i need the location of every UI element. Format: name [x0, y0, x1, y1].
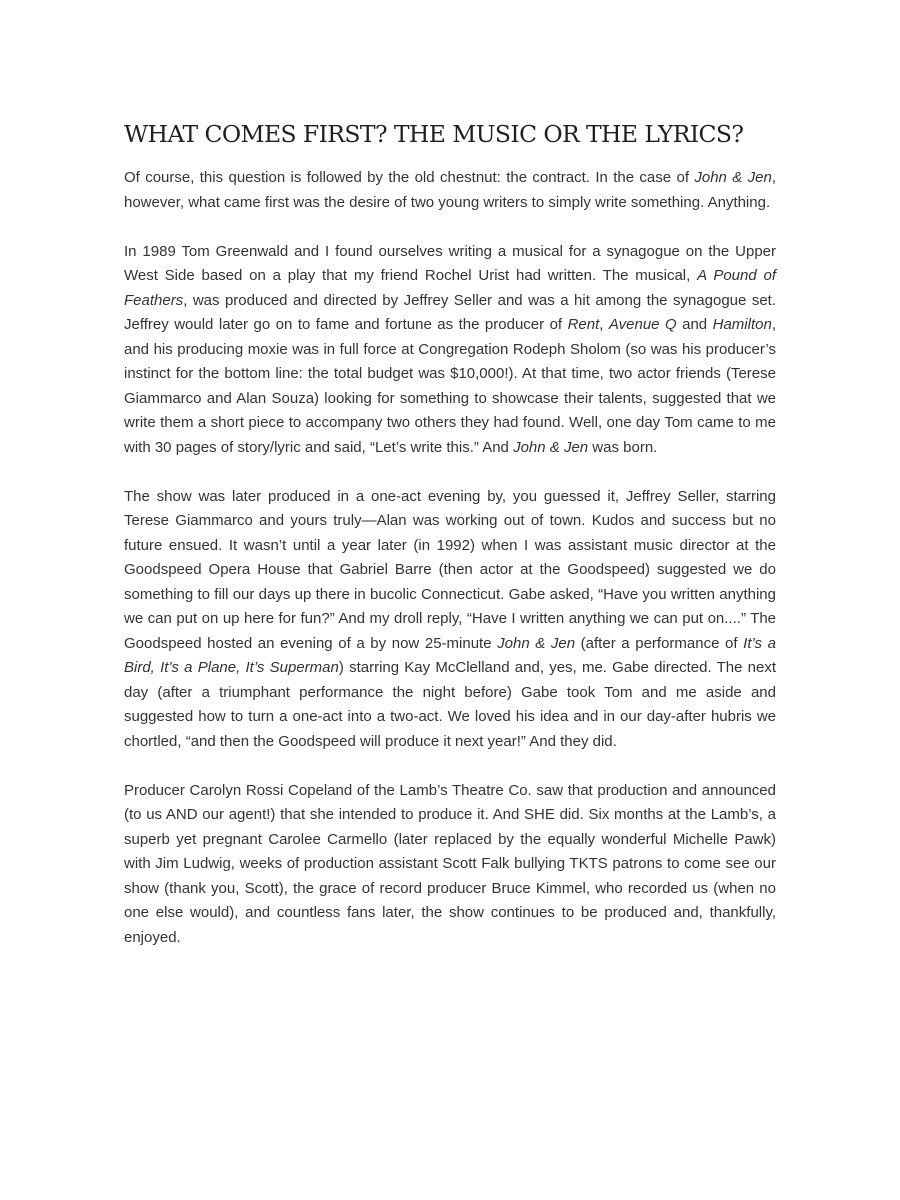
paragraph-1 [124, 166, 776, 215]
text-run: , and his producing moxie was in full force at Congregation Rodeph Sholom (so was his producer’s instinct for the bottom line: the total budget was $10,000!). At that time, two actor friends (Terese Giammarco and Alan Souza) looking for something to showcase their talents, suggested that we write them a short piece to accompany two others they had found. Well, one day Tom came to me with 30 pages of story/lyric and said, “Let’s write this.” And [124, 316, 776, 456]
paragraph-4 [124, 779, 776, 951]
text-run: was born. [588, 438, 658, 456]
text-run: In 1989 Tom Greenwald and I found ourselves writing a musical for a synagogue on the Upper West Side based on a play that my friend Rochel Urist had written. The musical, [124, 242, 776, 284]
text-run: Of course, this question is followed by the old chestnut: the contract. In the case of [124, 169, 695, 186]
text-run: , [599, 316, 609, 333]
italic-title: Hamilton [712, 316, 772, 333]
text-run: (after a performance of [575, 634, 744, 652]
italic-title: It’s a Bird, It’s a Plane, It’s Superman [124, 634, 776, 676]
text-run: , however, what came first was the desire of two young writers to simply write something. Anything. [124, 169, 777, 211]
italic-title: Avenue Q [608, 316, 677, 333]
italic-title: John & Jen [694, 169, 772, 186]
page-title: WHAT COMES FIRST? THE MUSIC OR THE LYRICS? [124, 120, 744, 148]
italic-title: John & Jen [497, 634, 576, 652]
italic-title: John & Jen [513, 438, 589, 456]
italic-title: Rent [567, 316, 600, 333]
text-run: Producer Carolyn Rossi Copeland of the Lamb’s Theatre Co. saw that production and announced (to us AND our agent!) that she intended to produce it. And SHE did. Six months at the Lamb’s, a superb yet pregnant Carolee Carmello (later replaced by the equally wonderful Michelle Pawk) with Jim Ludwig, weeks of production assistant Scott Falk bullying TKTS patrons to come see our show (thank you, Scott), the grace of record producer Bruce Kimmel, who recorded us (when no one else would), and countless fans later, the show continues to be produced and, thankfully, enjoyed. [124, 781, 776, 946]
text-run: , was produced and directed by Jeffrey Seller and was a hit among the synagogue set. Jeffrey would later go on to fame and fortune as the producer of [124, 291, 776, 333]
paragraph-2 [124, 240, 776, 461]
text-run: The show was later produced in a one-act evening by, you guessed it, Jeffrey Seller, starring Terese Giammarco and yours truly—Alan was working out of town. Kudos and success but no future ensued. It wasn’t until a year later (in 1992) when I was assistant music director at the Goodspeed Opera House that Gabriel Barre (then actor at the Goodspeed) suggested we do something to fill our days up there in bucolic Connecticut. Gabe asked, “Have you written anything we can put on up here for fun?” And my droll reply, “Have I written anything we can put on....” The Goodspeed hosted an evening of a by now 25-minute [124, 487, 776, 652]
text-run: and [676, 316, 713, 333]
text-run: ) starring Kay McClelland and, yes, me. Gabe directed. The next day (after a triumphant performance the night before) Gabe took Tom and me aside and suggested how to turn a one-act into a two-act. We loved his idea and in our day-after hubris we chortled, “and then the Goodspeed will produce it next year!” And they did. [124, 659, 776, 750]
paragraph-3 [124, 485, 776, 755]
italic-title: A Pound of Feathers [124, 267, 776, 309]
